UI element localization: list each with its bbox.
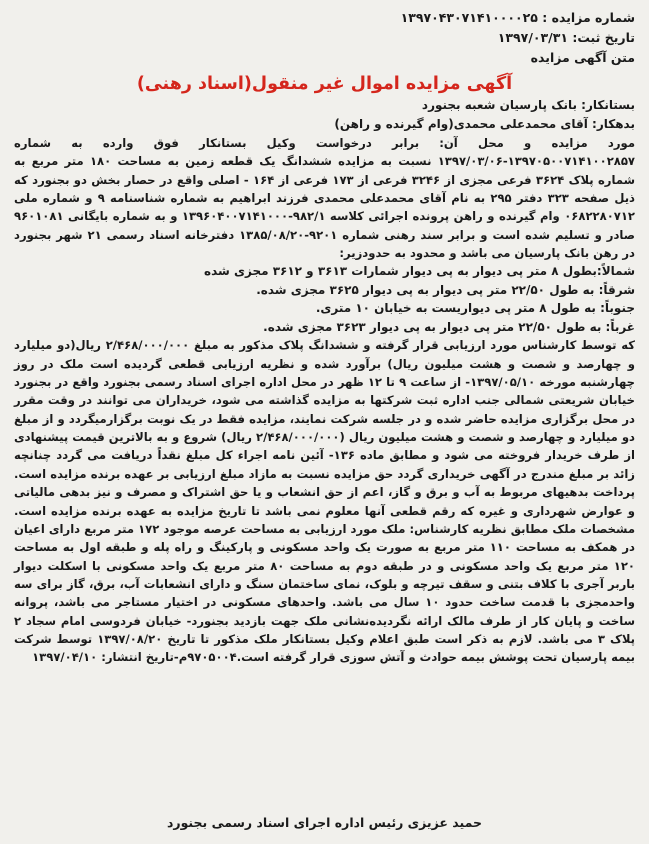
boundary-east: شرقاً: به طول ۲۲/۵۰ متر پی دیوار به پی دیوار ۳۶۲۵ مجزی شده. [256,282,635,297]
debtor: بدهکار: آقای محمدعلی محمدی(وام گیرنده و راهن) [334,117,635,131]
boundary-south: جنوباً: به طول ۸ متر پی دیواریست به خیابان ۱۰ متری. [315,301,635,316]
main-paragraph: که توسط کارشناس مورد ارزیابی قرار گرفته و ششدانگ پلاک مذکور به مبلغ ۲/۴۶۸/۰۰۰/۰۰۰ ریال(دو میلیارد و چهارصد و شصت و هشت میلیون ریال) برآورد شده و نظریه ارزیابی قطعی گردیده است ملک در روز چهارشنبه مورخه ۱۳۹۷/۰۵/۱۰- از ساعت ۹ تا ۱۲ ظهر در محل اداره اجرای اسناد رسمی بجنورد واقع در بجنورد خیابان شریعتی شمالی جنب اداره ثبت شرکتها به مزایده گذاشته می شود، خریداران می توانند در وقت مقرر در محل برگزاری مزایده حاضر شده و در جلسه شرکت نمایند، مزایده فقط در یک نوبت برگزارمیگردد و از مبلغ دو میلیارد و چهارصد و شصت و هشت میلیون ریال (۲/۴۶۸/۰۰۰/۰۰۰ ریال) شروع و به بالاترین قیمت پیشنهادی از طرف خریدار فروخته می شود و مطابق ماده ۱۳۶- آئین نامه اجراء کل مبلغ نقداً دریافت می گردد چنانچه زائد بر مبلغ مندرج در آگهی خریداری گردد حق مزایده نسبت به مازاد مبلغ ارزیابی بر عهده برنده مزایده است. پرداخت بدهیهای مربوط به آب و برق و گاز، اعم از حق انشعاب و یا حق اشتراک و مصرف و نیز بدهی مالیاتی و عوارض شهرداری و غیره که رقم قطعی آنها معلوم نمی باشد تا تاریخ مزایده به عهده برنده مزایده است. مشخصات ملک مطابق نظریه کارشناس: ملک مورد ارزیابی به مساحت عرصه موجود ۱۷۲ متر مربع دارای اعیان در همکف به مساحت ۱۱۰ متر مربع به صورت یک واحد مسکونی و پارکینگ و راه پله و طبقه اول به مساحت ۱۲۰ متر مربع یک واحد مسکونی و در طبقه دوم به مساحت ۸۰ متر مربع یک واحد مسکونی با اسکلت دیوار باربر آجری با کلاف بتنی و سقف تیرچه و بلوک، نمای ساختمان سنگ و دارای انشعابات آب، برق، گاز برای سه واحدمجزی با قدمت ساخت حدود ۱۰ سال می باشد. واحدهای مسکونی در اختیار مستاجر می باشد، پروانه ساخت و پایان کار از طرف مالک ارائه نگردیده‌نشانی ملک جهت بازدید بجنورد- خیابان فردوسی امام سجاد ۲ پلاک ۳ می باشد. لازم به ذکر است طبق اعلام وکیل بستانکار ملک مذکور تا تاریخ ۱۳۹۷/۰۸/۲۰ توسط شرکت بیمه پارسیان تحت پوشش بیمه حوادث و آتش سوزی قرار گرفته است.۹۷۰۵۰۰۴م-تاریخ انتشار: ۱۳۹۷/۰۴/۱۰ [14,338,636,665]
notice-text-label: متن آگهی مزایده [530,50,635,65]
auction-number: شماره مزایده : ۱۳۹۷۰۴۳۰۷۱۴۱۰۰۰۰۲۵ [400,10,635,25]
intro-paragraph: مورد مزایده و محل آن: برابر درخواست وکیل بستانکار فوق وارده به شماره ۱۳۹۷۰۵۰۰۷۱۴۱۰۰۲۸۵۷-۱۳۹۷/۰۳/۰۶ نسبت به مزایده ششدانگ یک قطعه زمین به مساحت ۱۸۰ متر مربع به شماره پلاک ۳۶۲۴ فرعی مجزی از ۳۲۴۶ فرعی از ۱۷۳ فرعی از ۱۶۴ - اصلی واقع در حصار بخش دو بجنورد که ذیل صفحه ۳۲۳ دفتر ۲۹۵ به نام آقای محمدعلی محمدی فرزند ابراهیم به شماره شناسنامه ۹ و شماره ملی ۰۶۸۲۲۸۰۷۱۲ وام گیرنده و راهن پرونده اجرائی کلاسه ۹۸۲/۱-۱۳۹۶۰۴۰۰۷۱۴۱۰۰۰ و به شماره بایگانی ۹۶۰۱۰۸۱ صادر و تسلیم شده است و برابر سند رهنی شماره ۹۲۰۱-۱۳۸۵/۰۸/۲۰ دفترخانه اسناد رسمی ۲۱ شهر بجنورد در رهن بانک پارسیان می باشد و محدود به حدودزیر: [14,136,635,261]
notice-meta [14,8,635,68]
boundary-west: غرباً: به طول ۲۲/۵۰ متر پی دیوار به پی دیوار ۳۶۲۳ مجزی شده. [263,319,635,334]
notice-title: آگهی مزایده اموال غیر منقول(اسناد رهنی) [136,74,513,94]
parties [14,96,635,134]
registration-date: تاریخ ثبت: ۱۳۹۷/۰۳/۳۱ [497,30,635,45]
boundary-north: شمالاً:بطول ۸ متر پی دیوار به پی دیوار شمارات ۳۶۱۳ و ۳۶۱۲ مجزی شده [203,264,635,279]
boundaries [14,262,635,336]
signature: حمید عزیزی رئیس اداره اجرای اسناد رسمی بجنورد [166,815,482,830]
creditor: بستانکار: بانک پارسیان شعبه بجنورد [421,98,635,112]
